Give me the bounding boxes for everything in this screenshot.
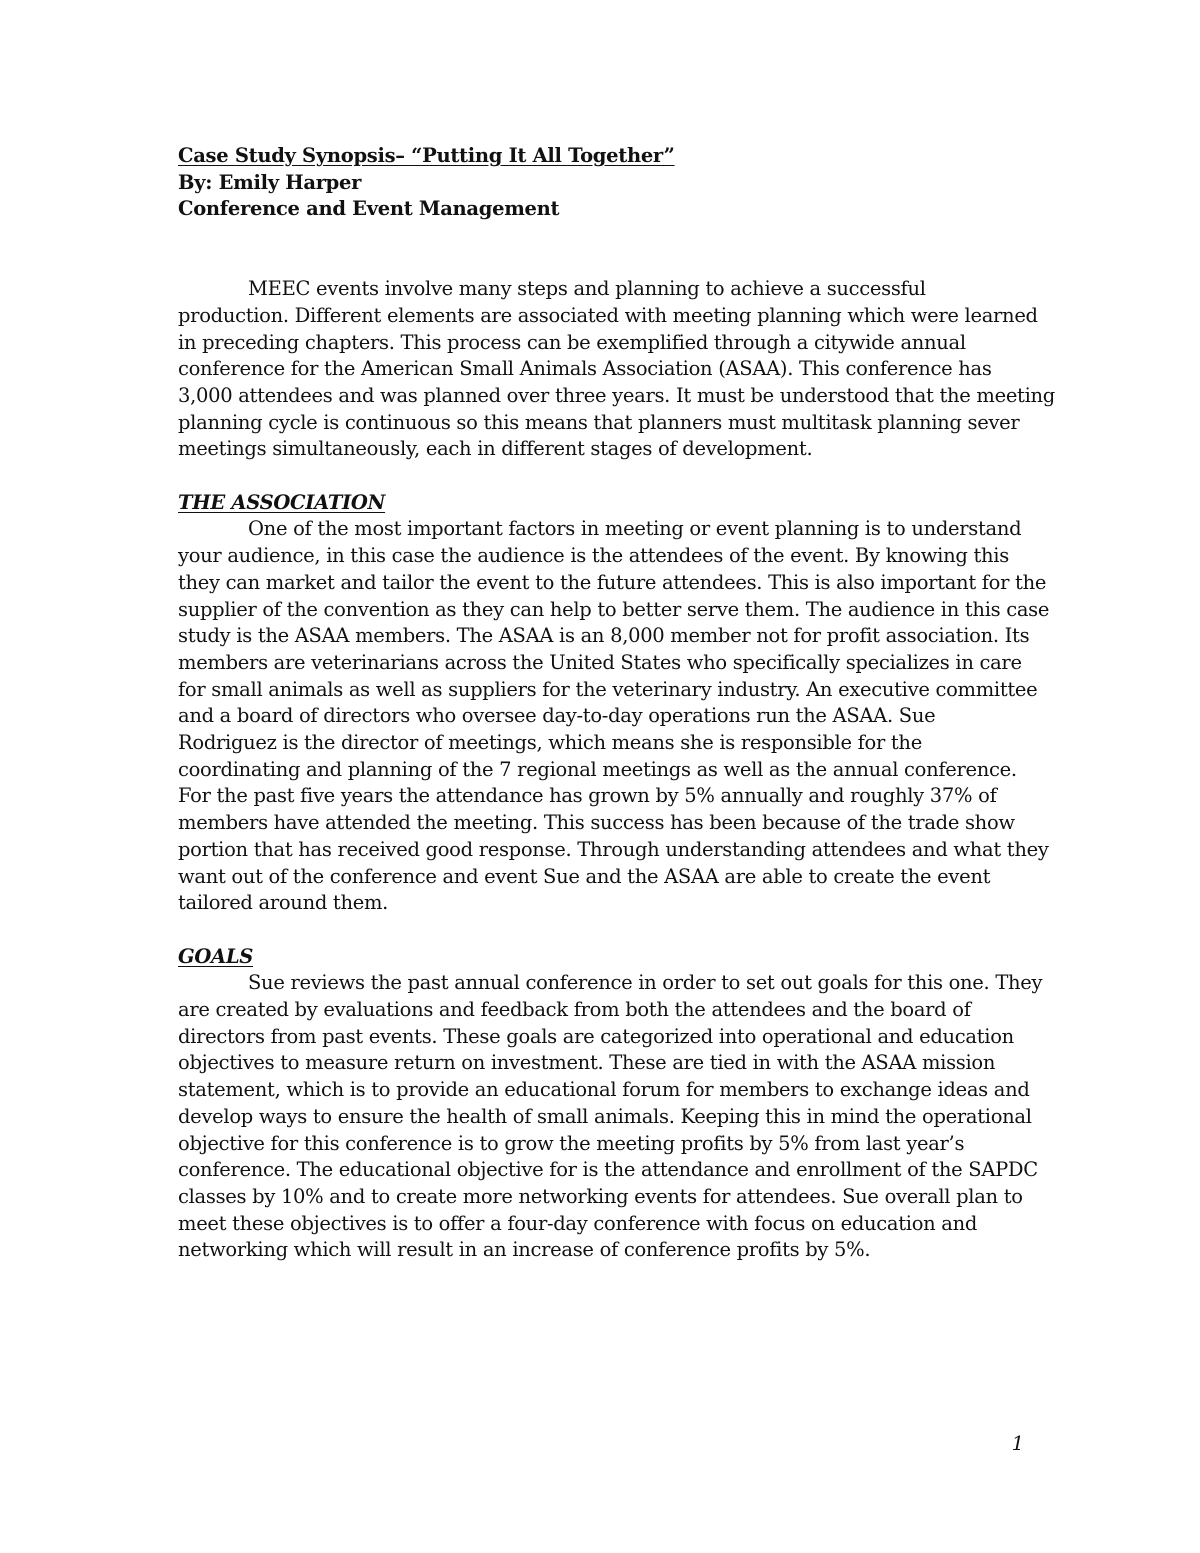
paragraph-line: directors from past events. These goals are categorized into operational and education [178,1024,1014,1048]
paragraph-line: are created by evaluations and feedback from both the attendees and the board of [178,998,971,1022]
page-number: 1 [1011,1432,1024,1455]
paragraph-line: networking which will result in an increase of conference profits by 5%. [178,1238,871,1262]
paragraph-line: Rodriguez is the director of meetings, which means she is responsible for the [178,731,922,755]
paragraph-line: planning cycle is continuous so this means that planners must multitask planning sever [178,410,1020,434]
paragraph-line: develop ways to ensure the health of small animals. Keeping this in mind the operational [178,1104,1032,1128]
paragraph-line: portion that has received good response. Through understanding attendees and what they [178,837,1049,861]
paragraph-line: your audience, in this case the audience is the attendees of the event. By knowing this [178,544,1009,568]
paragraph-line: MEEC events involve many steps and planning to achieve a successful [248,277,926,301]
paragraph-line: in preceding chapters. This process can be exemplified through a citywide annual [178,330,966,354]
paragraph-line: they can market and tailor the event to the future attendees. This is also important for the [178,570,1047,594]
paragraph-line: classes by 10% and to create more networking events for attendees. Sue overall plan to [178,1184,1023,1208]
paragraph-line: meetings simultaneously, each in different stages of development. [178,437,813,461]
paragraph-line: supplier of the convention as they can help to better serve them. The audience in this case [178,597,1050,621]
paragraph-line: study is the ASAA members. The ASAA is an 8,000 member not for profit association. Its [178,624,1030,648]
association-section [178,490,1058,917]
paragraph-line: conference for the American Small Animals Association (ASAA). This conference has [178,357,992,381]
document-title: Case Study Synopsis– “Putting It All Together” [178,144,675,167]
paragraph-line: objectives to measure return on investment. These are tied in with the ASAA mission [178,1051,996,1075]
paragraph-line: want out of the conference and event Sue and the ASAA are able to create the event [178,864,991,888]
course-name: Conference and Event Management [178,197,560,221]
paragraph-line: conference. The educational objective for is the attendance and enrollment of the SAPDC [178,1158,1038,1182]
paragraph-line: Sue reviews the past annual conference in order to set out goals for this one. They [248,971,1043,995]
paragraph-line: objective for this conference is to grow the meeting profits by 5% from last year’s [178,1131,965,1155]
paragraph-line: 3,000 attendees and was planned over three years. It must be understood that the meeting [178,383,1055,407]
paragraph-line: One of the most important factors in meeting or event planning is to understand [248,517,1022,541]
paragraph-line: meet these objectives is to offer a four-day conference with focus on education and [178,1211,978,1235]
section-heading-association: THE ASSOCIATION [178,490,386,514]
author-line: By: Emily Harper [178,170,362,194]
paragraph-line: members have attended the meeting. This success has been because of the trade show [178,811,1015,835]
paragraph-line: statement, which is to provide an educational forum for members to exchange ideas and [178,1078,1030,1102]
intro-paragraph [178,276,1058,463]
section-heading-goals: GOALS [178,944,254,968]
paragraph-line: for small animals as well as suppliers for the veterinary industry. An executive committee [178,677,1038,701]
goals-section [178,944,1058,1264]
paragraph-line: For the past five years the attendance has grown by 5% annually and roughly 37% of [178,784,997,808]
paragraph-line: tailored around them. [178,891,389,915]
paragraph-line: production. Different elements are associated with meeting planning which were learned [178,303,1038,327]
paragraph-line: members are veterinarians across the United States who specifically specializes in care [178,650,1022,674]
document-body [178,143,1058,1264]
paragraph-line: coordinating and planning of the 7 regional meetings as well as the annual conference. [178,757,1017,781]
paragraph-line: and a board of directors who oversee day-to-day operations run the ASAA. Sue [178,704,936,728]
